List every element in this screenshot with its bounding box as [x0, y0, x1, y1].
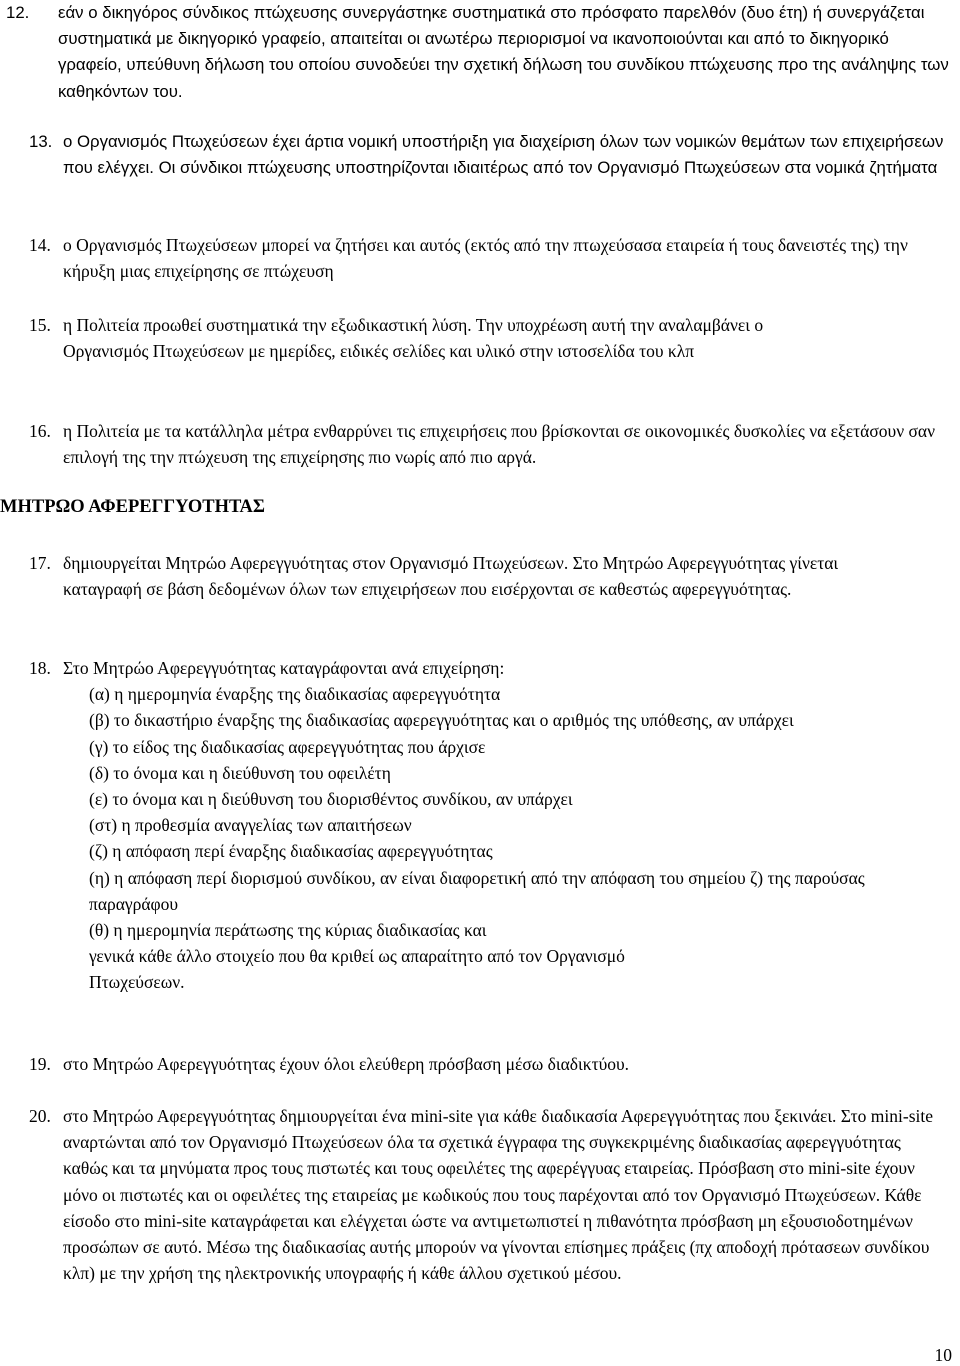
sublist-item: (α) η ημερομηνία έναρξης της διαδικασίας αφερεγγυότητα: [89, 684, 501, 705]
sublist-item: γενικά κάθε άλλο στοιχείο που θα κριθεί ως απαραίτητο από τον Οργανισμό Πτωχεύσεων.: [89, 946, 625, 993]
item-text: εάν ο δικηγόρος σύνδικος πτώχευσης συνεργάστηκε συστηματικά στο πρόσφατο παρελθόν (δυο έτη) ή συνεργάζεται συστηματικά με δικηγορικό γραφείο, απαιτείται οι ανωτέρω περιορισμοί να ικανοποιούνται και από το δικηγορικό γραφείο, υπεύθυνη δήλωση του οποίου συνοδεύει την σχετική δήλωση του συνδίκου πτώχευσης προ της ανάληψης των καθηκόντων του.: [58, 3, 949, 101]
list-item-15: [29, 312, 949, 364]
sublist-item: (στ) η προθεσμία αναγγελίας των απαιτήσεων: [89, 815, 412, 836]
page-number: 10: [934, 1345, 952, 1365]
sublist-item: (β) το δικαστήριο έναρξης της διαδικασίας αφερεγγυότητας και ο αριθμός της υπόθεσης, αν υπάρχει: [89, 710, 794, 731]
item-number: 18.: [29, 658, 51, 678]
item-number: 16.: [29, 421, 51, 441]
sublist-item: (η) η απόφαση περί διορισμού συνδίκου, αν είναι διαφορετική από την απόφαση του σημείου ζ) της παρούσας παραγράφου: [89, 867, 865, 914]
item-text: δημιουργείται Μητρώο Αφερεγγυότητας στον Οργανισμό Πτωχεύσεων. Στο Μητρώο Αφερεγγυότητας γίνεται καταγραφή σε βάση δεδομένων όλων των επιχειρήσεων που εισέρχονται σε καθεστώς αφερεγγυότητας.: [63, 553, 839, 600]
list-item-14: [29, 232, 949, 284]
item-number: 19.: [29, 1054, 51, 1074]
sublist-item: (θ) η ημερομηνία περάτωσης της κύριας διαδικασίας και: [89, 920, 487, 941]
sublist-item: (ε) το όνομα και η διεύθυνση του διορισθέντος συνδίκου, αν υπάρχει: [89, 789, 573, 810]
sublist-item: (ζ) η απόφαση περί έναρξης διαδικασίας αφερεγγυότητας: [89, 841, 493, 862]
list-item-18: [29, 655, 949, 996]
list-item-16: [29, 418, 949, 470]
item-number: 13.: [29, 132, 53, 151]
list-item-13: [29, 129, 949, 181]
item-intro: Στο Μητρώο Αφερεγγυότητας καταγράφονται ανά επιχείρηση:: [63, 658, 505, 678]
list-item-20: [29, 1103, 949, 1286]
item-text: στο Μητρώο Αφερεγγυότητας δημιουργείται ένα mini-site για κάθε διαδικασία Αφερεγγυότητας που ξεκινάει. Στο mini-site αναρτώνται από τον Οργανισμό Πτωχεύσεων όλα τα σχετικά έγγραφα της συγκεκριμένης διαδικασίας αφερεγγυότητας καθώς και τα μηνύματα προς τους πιστωτές και τους οφειλέτες της αφερέγγυας εταιρείας. Πρόσβαση στο mini-site έχουν μόνο οι πιστωτές και οι οφειλέτες της εταιρείας με κωδικούς που τους παρέχονται από τον Οργανισμό Πτωχεύσεων. Κάθε είσοδο στο mini-site καταγράφεται και ελέγχεται ώστε να αντιμετωπιστεί η πιθανότητα πρόσβαση μη εξουσιοδοτημένων προσώπων σε αυτό. Μέσω της διαδικασίας αυτής μπορούν να γίνονται επίσημες πράξεις (πχ αποδοχή πρότασεων συνδίκου κλπ) με την χρήση της ηλεκτρονικής υπογραφής ή κάθε άλλου σχετικού μέσου.: [63, 1106, 934, 1284]
item-number: 14.: [29, 235, 51, 255]
item-text: ο Οργανισμός Πτωχεύσεων έχει άρτια νομική υποστήριξη για διαχείριση όλων των νομικών θεμάτων των επιχειρήσεων που ελέγχει. Οι σύνδικοι πτώχευσης υποστηρίζονται ιδιαιτέρως από τον Οργανισμό Πτωχεύσεων στα νομικά ζητήματα: [63, 132, 944, 178]
item-number: 15.: [29, 315, 51, 335]
list-item-17: [29, 550, 949, 602]
item-text: στο Μητρώο Αφερεγγυότητας έχουν όλοι ελεύθερη πρόσβαση μέσω διαδικτύου.: [63, 1054, 630, 1074]
item-number: 12.: [6, 3, 30, 22]
item-number: 17.: [29, 553, 51, 573]
sublist-item: (δ) το όνομα και η διεύθυνση του οφειλέτη: [89, 762, 391, 783]
item-number: 20.: [29, 1106, 51, 1126]
item-text: η Πολιτεία προωθεί συστηματικά την εξωδικαστική λύση. Την υποχρέωση αυτή την αναλαμβάνει ο Οργανισμός Πτωχεύσεων με ημερίδες, ειδικές σελίδες και υλικό στην ιστοσελίδα του κλπ: [63, 315, 764, 362]
sublist-item: (γ) το είδος της διαδικασίας αφερεγγυότητας που άρχισε: [89, 736, 486, 757]
list-item-12: [6, 0, 952, 105]
item-text: ο Οργανισμός Πτωχεύσεων μπορεί να ζητήσει και αυτός (εκτός από την πτωχεύσασα εταιρεία ή τους δανειστές της) την κήρυξη μιας επιχείρησης σε πτώχευση: [63, 235, 908, 282]
item-text: η Πολιτεία με τα κατάλληλα μέτρα ενθαρρύνει τις επιχειρήσεις που βρίσκονται σε οικονομικές δυσκολίες να εξετάσουν σαν επιλογή της την πτώχευση της επιχείρησης πιο νωρίς από πιο αργά.: [63, 421, 936, 468]
list-item-19: [29, 1051, 949, 1077]
section-heading: ΜΗΤΡΩΟ ΑΦΕΡΕΓΓΥΟΤΗΤΑΣ: [0, 497, 265, 517]
sublist: [89, 681, 915, 995]
